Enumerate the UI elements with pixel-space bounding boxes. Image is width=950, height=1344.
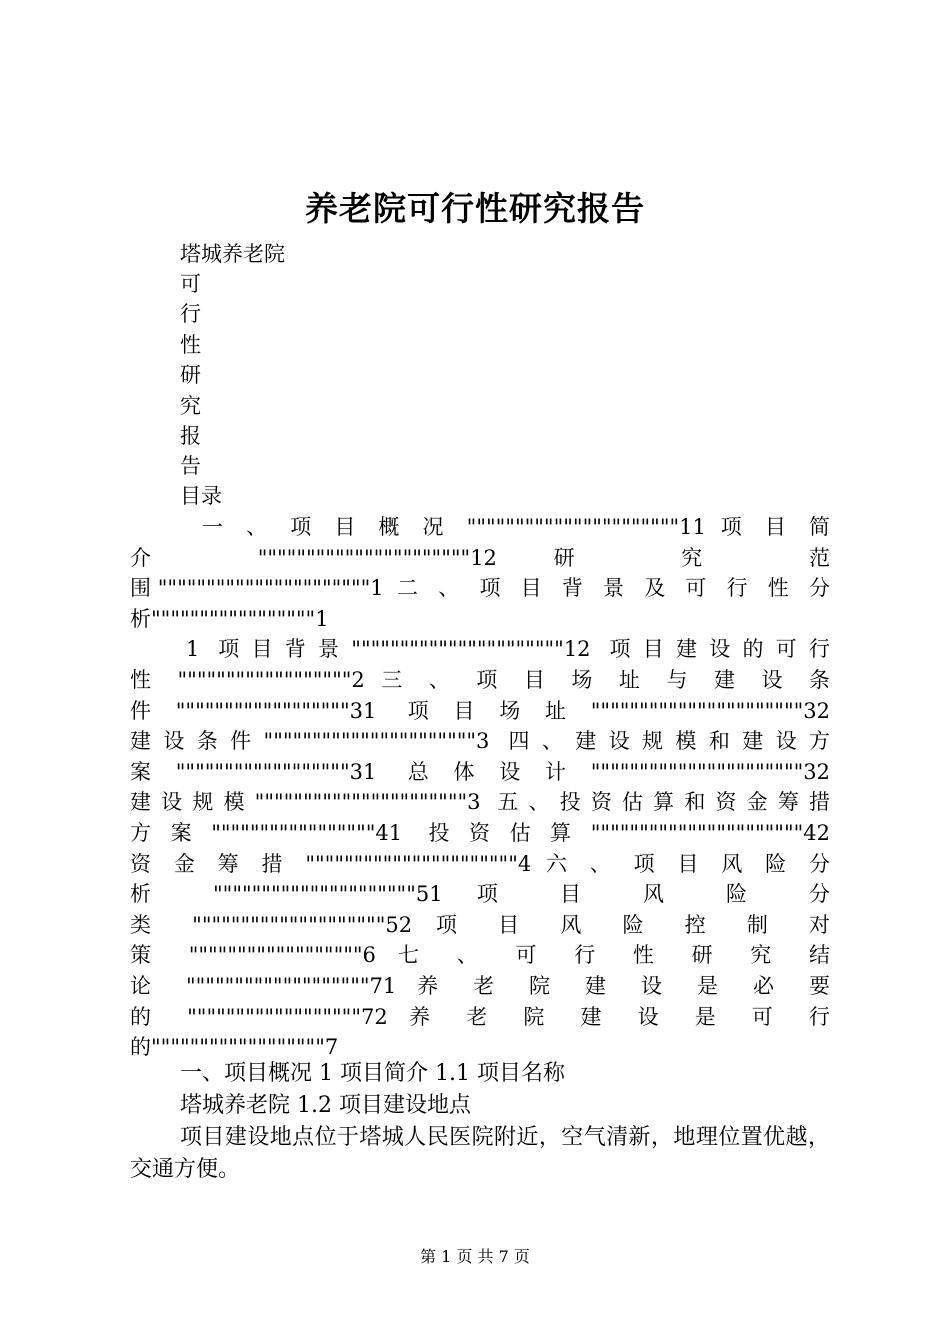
cover-line: 究 — [180, 394, 201, 418]
toc-line: 性 """"""""""""""""""2 三 、 项 目 场 址 与 建 设 条 — [130, 667, 830, 692]
toc-line: 件""""""""""""""""""31 项目场址""""""""""""""""""""""32 — [130, 698, 830, 723]
toc-line: 介 """"""""""""""""""""""12 研 究 范 — [130, 545, 830, 570]
toc-line: 建设规模""""""""""""""""""""""3 五、投资估算和资金筹措 — [130, 790, 830, 815]
toc-line: 案""""""""""""""""""31 总体设计""""""""""""""""""""""32 — [130, 759, 830, 784]
toc-line: 论 """""""""""""""""""71 养 老 院 建 设 是 必 要 — [130, 973, 830, 998]
cover-line: 性 — [180, 333, 201, 357]
toc-line: 方案"""""""""""""""""41 投资估算""""""""""""""""""""""42 — [130, 820, 830, 845]
cover-line: 研 — [180, 363, 201, 387]
body-paragraph: 一、项目概况 1 项目简介 1.1 项目名称 — [180, 1061, 565, 1086]
document-title: 养老院可行性研究报告 — [305, 189, 645, 228]
toc-line: 资 金 筹 措 """"""""""""""""""""""4 六 、 项 目 风 险 分 — [130, 851, 830, 876]
toc-line: 的 """"""""""""""""""72 养 老 院 建 设 是 可 行 — [130, 1004, 830, 1029]
toc-line: 围""""""""""""""""""""""1 二 、 项 目 背 景 及 可 行 性 分 — [130, 576, 830, 601]
toc-line: 析"""""""""""""""""1 — [130, 606, 329, 631]
toc-line: 一 、 项 目 概 况 """"""""""""""""""""""11 项 目 简 — [202, 515, 830, 539]
toc-line: 的""""""""""""""""""7 — [130, 1035, 339, 1060]
cover-line: 告 — [180, 454, 201, 478]
cover-line: 塔城养老院 — [180, 242, 285, 266]
toc-line: 类 """"""""""""""""""""52 项 目 风 险 控 制 对 — [130, 912, 830, 937]
toc-line: 策 """"""""""""""""""6 七 、 可 行 性 研 究 结 — [130, 943, 830, 968]
body-paragraph: 塔城养老院 1.2 项目建设地点 — [180, 1093, 471, 1118]
toc-heading: 目录 — [180, 484, 222, 508]
cover-line: 行 — [180, 302, 201, 326]
toc-line: 析 """""""""""""""""""""51 项 目 风 险 分 — [130, 882, 830, 907]
toc-line: 1 项目背景""""""""""""""""""""""12 项目建设的可行 — [186, 637, 830, 662]
page-footer: 第 1 页 共 7 页 — [420, 1247, 530, 1266]
toc-line: 建设条件""""""""""""""""""""""3 四、建设规模和建设方 — [130, 729, 830, 754]
cover-line: 可 — [180, 272, 201, 296]
body-paragraph: 项目建设地点位于塔城人民医院附近，空气清新，地理位置优越，交通方便。 — [130, 1125, 830, 1182]
cover-line: 报 — [180, 424, 201, 448]
table-of-contents — [130, 512, 830, 1063]
